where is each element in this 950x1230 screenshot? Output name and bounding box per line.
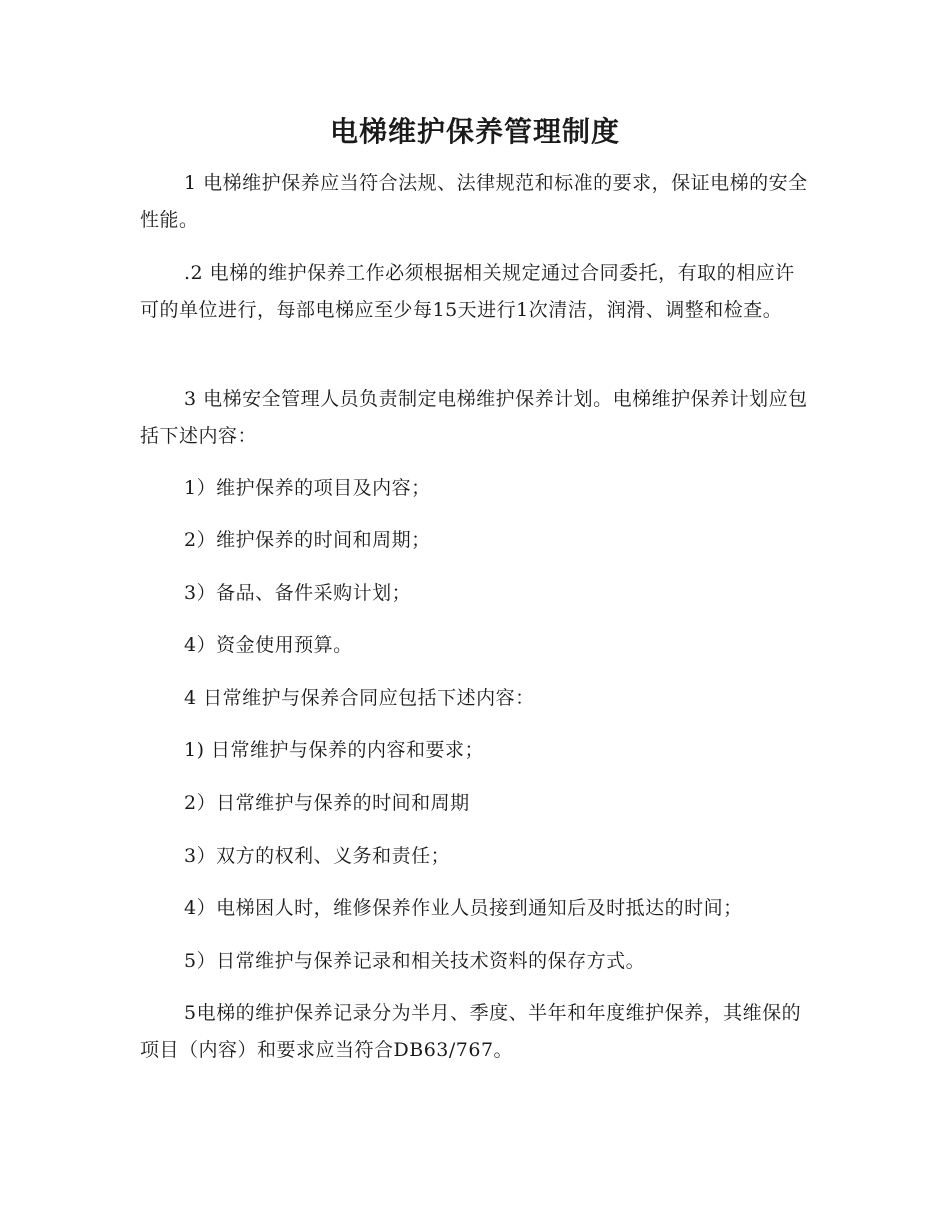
paragraph-3: 3 电梯安全管理人员负责制定电梯维护保养计划。电梯维护保养计划应包括下述内容： — [140, 388, 808, 447]
paragraph-2: .2 电梯的维护保养工作必须根据相关规定通过合同委托，有取的相应许可的单位进行，每部电梯应至少每15天进行1次清洁，润滑、调整和检查。 — [140, 262, 795, 321]
list-item: 3）备品、备件采购计划； — [184, 582, 412, 604]
list-item: 1）维护保养的项目及内容； — [184, 477, 431, 499]
list-item: 4）电梯困人时，维修保养作业人员接到通知后及时抵达的时间； — [184, 897, 743, 919]
paragraph-5: 5电梯的维护保养记录分为半月、季度、半年和年度维护保养，其维保的项目（内容）和要求应当符合DB63/767。 — [140, 1002, 802, 1061]
list-item: 2）日常维护与保养的时间和周期 — [184, 792, 470, 814]
list-item: 4）资金使用预算。 — [184, 634, 353, 656]
list-item: 2）维护保养的时间和周期； — [184, 529, 431, 551]
list-item: 1) 日常维护与保养的内容和要求； — [184, 739, 485, 761]
paragraph-4: 4 日常维护与保养合同应包括下述内容： — [184, 687, 535, 709]
paragraph-1: 1 电梯维护保养应当符合法规、法律规范和标准的要求，保证电梯的安全性能。 — [140, 172, 808, 231]
list-item: 5）日常维护与保养记录和相关技术资料的保存方式。 — [184, 950, 646, 972]
list-item: 3）双方的权利、义务和责任； — [184, 845, 451, 867]
document-title: 电梯维护保养管理制度 — [329, 115, 620, 148]
